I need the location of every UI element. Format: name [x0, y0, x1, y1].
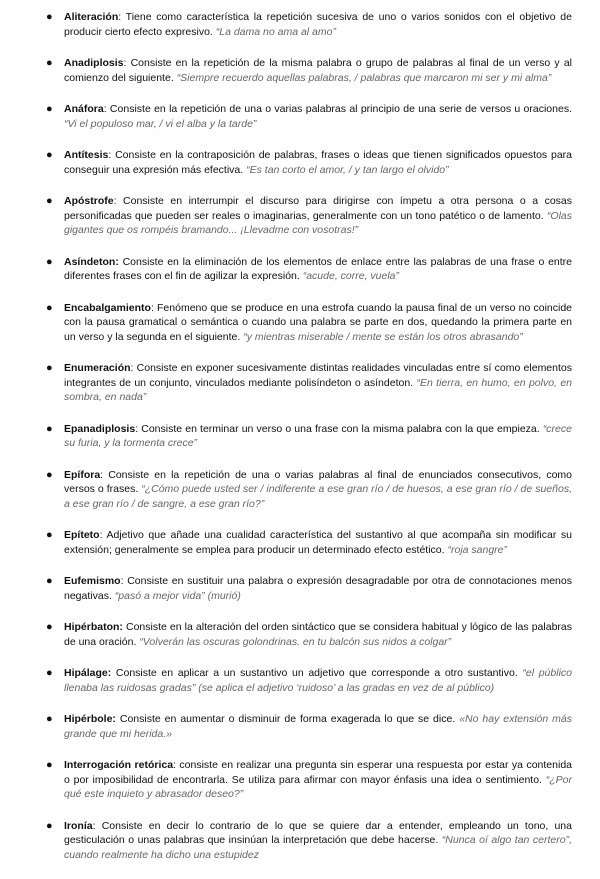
term-colon: :: [118, 11, 122, 23]
list-item: [46, 10, 572, 39]
list-item: [46, 758, 572, 802]
list-item: [46, 819, 572, 863]
list-item: [46, 56, 572, 85]
figure-definition: Consiste en la eliminación de los elementos de enlace entre las palabras de una frase o entre diferentes frases con el fin de agilizar la expresión.: [64, 255, 572, 282]
figure-example: “Es tan corto el amor, / y tan largo el olvido”: [246, 163, 449, 176]
figure-definition: Consiste en la contraposición de palabras, frases o ideas que tienen significados opuestos para conseguir una expresión más efectiva.: [64, 149, 572, 176]
list-item: [46, 712, 572, 741]
figure-term: Anadiplosis: [64, 57, 124, 69]
figure-definition: Consiste en interrumpir el discurso para dirigirse con ímpetu a otra persona o a cosas personificadas que pueden ser reales o imaginarias, generalmente con un tono patético o de lamento.: [64, 195, 572, 222]
figure-term: Epíteto: [64, 529, 100, 541]
bullet-icon: ●: [46, 621, 53, 633]
figure-example: “Vi el populoso mar, / vi el alba y la tarde”: [64, 117, 257, 130]
term-colon: :: [108, 149, 112, 161]
term-colon: :: [100, 468, 104, 481]
bullet-icon: ●: [46, 149, 53, 161]
figure-definition: Consiste en la repetición de una o varias palabras al final de enunciados consecutivos, como versos o frases.: [64, 468, 572, 495]
figure-term: Epífora: [64, 468, 101, 481]
figure-definition: Consiste en la repetición de una o varias palabras al principio de una serie de versos u oraciones.: [106, 103, 572, 115]
figure-example: “Siempre recuerdo aquellas palabras, / palabras que marcaron mi ser y mi alma”: [176, 71, 552, 84]
term-colon: :: [130, 362, 134, 374]
list-item: [46, 468, 572, 512]
bullet-icon: ●: [46, 362, 53, 374]
list-item: [46, 148, 572, 177]
list-item: [46, 620, 572, 649]
list-item: [46, 301, 572, 345]
figure-example: “En tierra, en humo, en polvo, en sombra, en nada”: [64, 376, 573, 403]
figure-term: Eufemismo: [64, 575, 121, 587]
term-colon: :: [99, 529, 103, 541]
bullet-icon: ●: [46, 57, 53, 69]
term-colon: :: [92, 819, 96, 832]
bullet-icon: ●: [46, 575, 53, 587]
figure-example: “Nunca oí algo tan certero”, cuando realmente ha dicho una estupidez: [64, 834, 572, 861]
figure-term: Ironía: [64, 819, 93, 832]
figure-definition: Consiste en aplicar a un sustantivo un adjetivo que corresponde a otro sustantivo.: [111, 667, 523, 679]
list-item: [46, 255, 572, 284]
figure-example: “La dama no ama al amo”: [215, 25, 336, 38]
figure-example: “roja sangre”: [447, 543, 508, 556]
list-item: [46, 361, 572, 405]
figure-example: “pasó a mejor vida” (murió): [114, 589, 241, 602]
figure-definition: Consiste en terminar un verso o una frase con la misma palabra con la que empieza.: [138, 422, 543, 435]
list-item: [46, 574, 572, 603]
figure-definition: Consiste en decir lo contrario de lo que se quiere dar a entender, empleando un tono, una gesticulación o unas palabras que insinúan la interpretación que debe hacerse.: [64, 819, 572, 846]
term-colon: :: [120, 575, 124, 587]
bullet-icon: ●: [46, 255, 53, 268]
bullet-icon: ●: [46, 103, 53, 115]
term-colon: :: [150, 301, 154, 314]
figure-term: Hipérbole:: [64, 713, 116, 725]
figure-definition: Fenómeno que se produce en una estrofa cuando la pausa final de un verso no coincide con la pausa gramatical o semántica o cuando una palabra se parte en dos, quedando la primera parte en un verso y la segunda en el siguiente.: [64, 301, 572, 343]
figure-definition: Consiste en la repetición de la misma palabra o grupo de palabras al final de un verso y al comienzo del siguiente.: [64, 57, 572, 84]
list-item: [46, 528, 572, 557]
figure-term: Interrogación retórica: [64, 759, 174, 771]
bullet-icon: ●: [46, 667, 53, 679]
term-colon: :: [123, 57, 127, 69]
figure-term: Enumeración: [64, 362, 131, 374]
term-colon: :: [173, 759, 176, 771]
bullet-icon: ●: [46, 301, 53, 314]
bullet-icon: ●: [46, 195, 53, 207]
figure-definition: Adjetivo que añade una cualidad característica del sustantivo al que acompaña sin modificar su extensión; generalmente se emplea para producir un determinado efecto estético.: [64, 529, 572, 556]
figure-term: Hipérbaton:: [64, 621, 123, 633]
bullet-icon: ●: [46, 11, 53, 23]
figure-term: Hipálage:: [64, 667, 112, 679]
figure-term: Aliteración: [64, 11, 119, 23]
figure-example: “¿Por qué este inquieto y abrasador deseo?”: [64, 773, 572, 800]
figure-term: Anáfora: [64, 103, 104, 115]
list-item: [46, 666, 572, 695]
bullet-icon: ●: [46, 759, 53, 771]
figure-term: Asíndeton:: [64, 255, 119, 268]
figure-definition: Consiste en exponer sucesivamente distintas realidades vinculadas entre sí como elementos integrantes de un conjunto, vinculados mediante polisíndeton o asíndeton.: [64, 362, 572, 389]
bullet-icon: ●: [46, 529, 53, 541]
bullet-icon: ●: [46, 713, 53, 725]
figure-example: «No hay extensión más grande que mi herida.»: [64, 713, 573, 740]
bullet-icon: ●: [46, 819, 53, 832]
figure-example: “Olas gigantes que os rompéis bramando... ¡Llevadme con vosotras!”: [64, 209, 572, 236]
figure-term: Antítesis: [64, 149, 109, 161]
figure-definition: Tiene como característica la repetición sucesiva de uno o varios sonidos con el objetivo de producir cierto efecto expresivo.: [64, 11, 572, 38]
list-item: [46, 102, 572, 131]
list-item: [46, 194, 572, 238]
term-colon: :: [103, 103, 107, 115]
figure-term: Apóstrofe: [64, 195, 114, 207]
figure-example: “y mientras miserable / mente se están los otros abrasando”: [243, 330, 523, 343]
term-colon: :: [135, 422, 139, 435]
figure-definition: Consiste en la alteración del orden sintáctico que se considera habitual y lógico de las palabras de una oración.: [64, 621, 572, 648]
figure-term: Epanadiplosis: [64, 422, 136, 435]
figure-example: “acude, corre, vuela”: [302, 270, 400, 282]
figure-definition: Consiste en sustituir una palabra o expresión desagradable por otra de connotaciones menos negativas.: [64, 575, 572, 602]
figure-example: “crece su furia, y la tormenta crece”: [64, 422, 572, 449]
list-item: [46, 422, 572, 451]
rhetorical-figures-list: [46, 10, 572, 879]
term-colon: :: [113, 195, 117, 207]
figure-example: “¿Cómo puede usted ser / indiferente a ese gran río / de huesos, a ese gran río / de sueños, a ese gran río / de sangre, a ese gran río?”: [64, 483, 572, 510]
figure-example: “el público llenaba las ruidosas gradas” (se aplica el adjetivo ‘ruidoso’ a las gradas en vez de al público): [64, 667, 572, 694]
bullet-icon: ●: [46, 422, 53, 435]
figure-definition: consiste en realizar una pregunta sin esperar una respuesta por estar ya contenida o por imposibilidad de encontrarla. Se utiliza para afirmar con mayor énfasis una idea o sentimiento.: [64, 759, 572, 786]
bullet-icon: ●: [46, 468, 53, 481]
figure-definition: Consiste en aumentar o disminuir de forma exagerada lo que se dice.: [115, 713, 460, 725]
figure-example: “Volverán las oscuras golondrinas. en tu balcón sus nidos a colgar”: [139, 635, 452, 648]
figure-term: Encabalgamiento: [64, 301, 151, 314]
